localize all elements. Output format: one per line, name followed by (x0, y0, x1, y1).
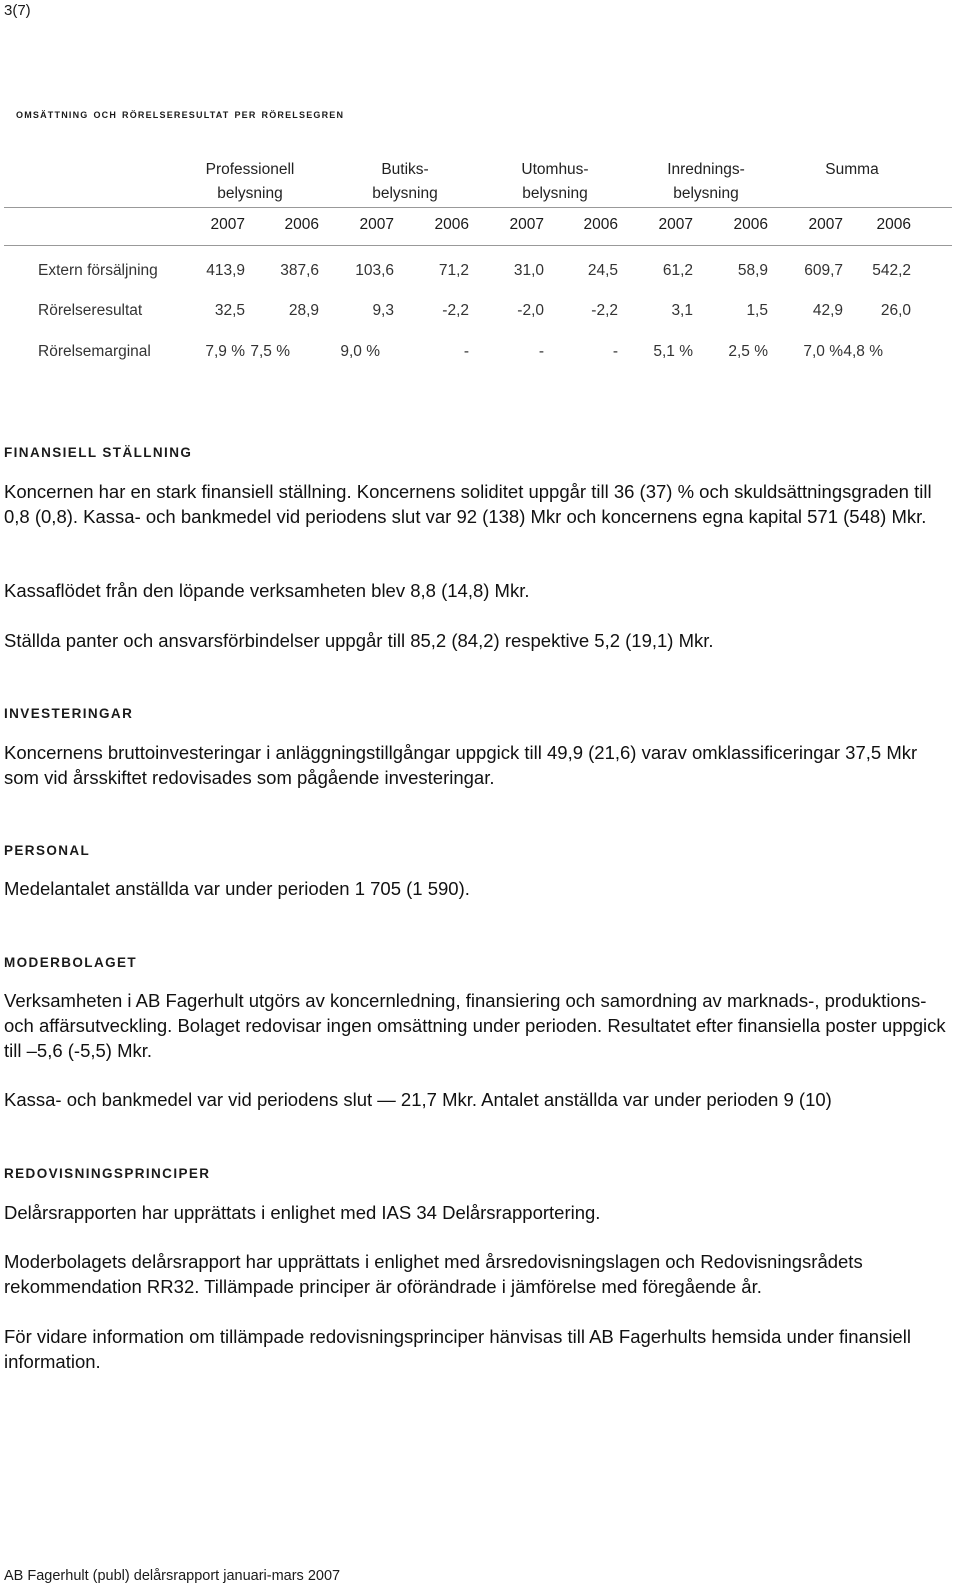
year-header: 2007 (808, 216, 843, 233)
table-cell: - (612, 343, 618, 360)
page-number: 3(7) (4, 2, 31, 19)
table-cell: - (538, 343, 544, 360)
table-cell: 9,0 % (340, 343, 380, 360)
table-cell: 26,0 (880, 302, 911, 319)
row-label-extern-forsaljning: Extern försäljning (38, 262, 158, 279)
table-cell: 7,0 % (803, 343, 843, 360)
year-header: 2006 (284, 216, 319, 233)
group-header-utomhus (485, 158, 625, 206)
paragraph: Verksamheten i AB Fagerhult utgörs av koncernledning, finansiering och samordning av marknads-, produktions- och affärsutveckling. Bolaget redovisar ingen omsättning under perioden. Resultatet efter finansiella poster uppgick till –5,6 (-5,5) Mkr. (4, 990, 946, 1061)
group-header-line2: belysning (372, 185, 438, 202)
group-header-summa (782, 158, 922, 182)
section-heading-finansiell: FINANSIELL STÄLLNING (4, 445, 193, 460)
table-cell: - (463, 343, 469, 360)
table-cell: 103,6 (355, 262, 394, 279)
table-cell: -2,2 (591, 302, 618, 319)
group-header-line1: Inrednings- (667, 161, 745, 178)
group-header-line2: belysning (522, 185, 588, 202)
table-cell: 28,9 (288, 302, 319, 319)
table-cell: 1,5 (746, 302, 768, 319)
header-rule-bottom (4, 245, 952, 246)
group-header-line1: Professionell (205, 161, 295, 178)
year-header: 2007 (210, 216, 245, 233)
paragraph: Koncernens bruttoinvesteringar i anläggningstillgångar uppgick till 49,9 (21,6) varav omklassificeringar 37,5 Mkr som vid årsskiftet redovisades som pågående investeringar. (4, 742, 918, 788)
table-cell: 7,5 % (250, 343, 290, 360)
table-cell: 2,5 % (728, 343, 768, 360)
table-cell: 4,8 % (843, 343, 883, 360)
group-header-butiks (335, 158, 475, 206)
paragraph: Koncernen har en stark finansiell ställning. Koncernens soliditet uppgår till 36 (37) % och skuldsättningsgraden till 0,8 (0,8). Kassa- och bankmedel vid periodens slut var 92 (138) Mkr och koncernens egna kapital 571 (548) Mkr. (4, 481, 932, 527)
paragraph: Kassaflödet från den löpande verksamheten blev 8,8 (14,8) Mkr. (4, 580, 530, 601)
table-cell: 5,1 % (653, 343, 693, 360)
year-header: 2007 (359, 216, 394, 233)
year-header: 2006 (733, 216, 768, 233)
paragraph: För vidare information om tillämpade redovisningsprinciper hänvisas till AB Fagerhults hemsida under finansiell information. (4, 1326, 911, 1372)
table-cell: -2,0 (517, 302, 544, 319)
row-label-rorelsemarginal: Rörelsemarginal (38, 343, 151, 360)
table-cell: 9,3 (372, 302, 394, 319)
paragraph: Kassa- och bankmedel var vid periodens slut — 21,7 Mkr. Antalet anställda var under perioden 9 (10) (4, 1089, 832, 1110)
paragraph: Delårsrapporten har upprättats i enlighet med IAS 34 Delårsrapportering. (4, 1202, 601, 1223)
section-heading-investeringar: INVESTERINGAR (4, 706, 134, 721)
year-header: 2007 (509, 216, 544, 233)
table-cell: 58,9 (737, 262, 768, 279)
table-cell: 413,9 (206, 262, 245, 279)
segment-section-title: omsättning och rörelseresultat per rörelsegren (16, 106, 345, 121)
paragraph: Ställda panter och ansvarsförbindelser uppgår till 85,2 (84,2) respektive 5,2 (19,1) Mkr. (4, 630, 714, 651)
table-cell: -2,2 (442, 302, 469, 319)
paragraph: Medelantalet anställda var under perioden 1 705 (1 590). (4, 878, 470, 899)
table-cell: 42,9 (812, 302, 843, 319)
year-header: 2006 (583, 216, 618, 233)
year-header: 2006 (434, 216, 469, 233)
table-cell: 3,1 (671, 302, 693, 319)
table-cell: 542,2 (872, 262, 911, 279)
table-cell: 71,2 (438, 262, 469, 279)
table-cell: 32,5 (214, 302, 245, 319)
table-cell: 387,6 (280, 262, 319, 279)
group-header-line1: Utomhus- (521, 161, 589, 178)
group-header-inrednings (636, 158, 776, 206)
section-heading-redovisningsprinciper: REDOVISNINGSPRINCIPER (4, 1166, 211, 1181)
table-cell: 7,9 % (205, 343, 245, 360)
table-cell: 24,5 (587, 262, 618, 279)
table-cell: 609,7 (804, 262, 843, 279)
table-cell: 31,0 (513, 262, 544, 279)
row-label-rorelseresultat: Rörelseresultat (38, 302, 143, 319)
section-heading-personal: PERSONAL (4, 843, 91, 858)
group-header-line2: belysning (217, 185, 283, 202)
paragraph: Moderbolagets delårsrapport har upprättats i enlighet med årsredovisningslagen och Redovisningsrådets rekommendation RR32. Tillämpade principer är oförändrade i jämförelse med föregående år. (4, 1251, 863, 1297)
year-header: 2006 (876, 216, 911, 233)
section-heading-moderbolaget: MODERBOLAGET (4, 955, 138, 970)
page-footer: AB Fagerhult (publ) delårsrapport januari-mars 2007 (4, 1568, 341, 1584)
year-header: 2007 (658, 216, 693, 233)
table-cell: 61,2 (662, 262, 693, 279)
group-header-line2: belysning (673, 185, 739, 202)
group-header-line1: Butiks- (381, 161, 429, 178)
group-header-line2: Summa (825, 161, 879, 178)
header-rule-top (4, 207, 952, 208)
group-header-professionell (180, 158, 320, 206)
